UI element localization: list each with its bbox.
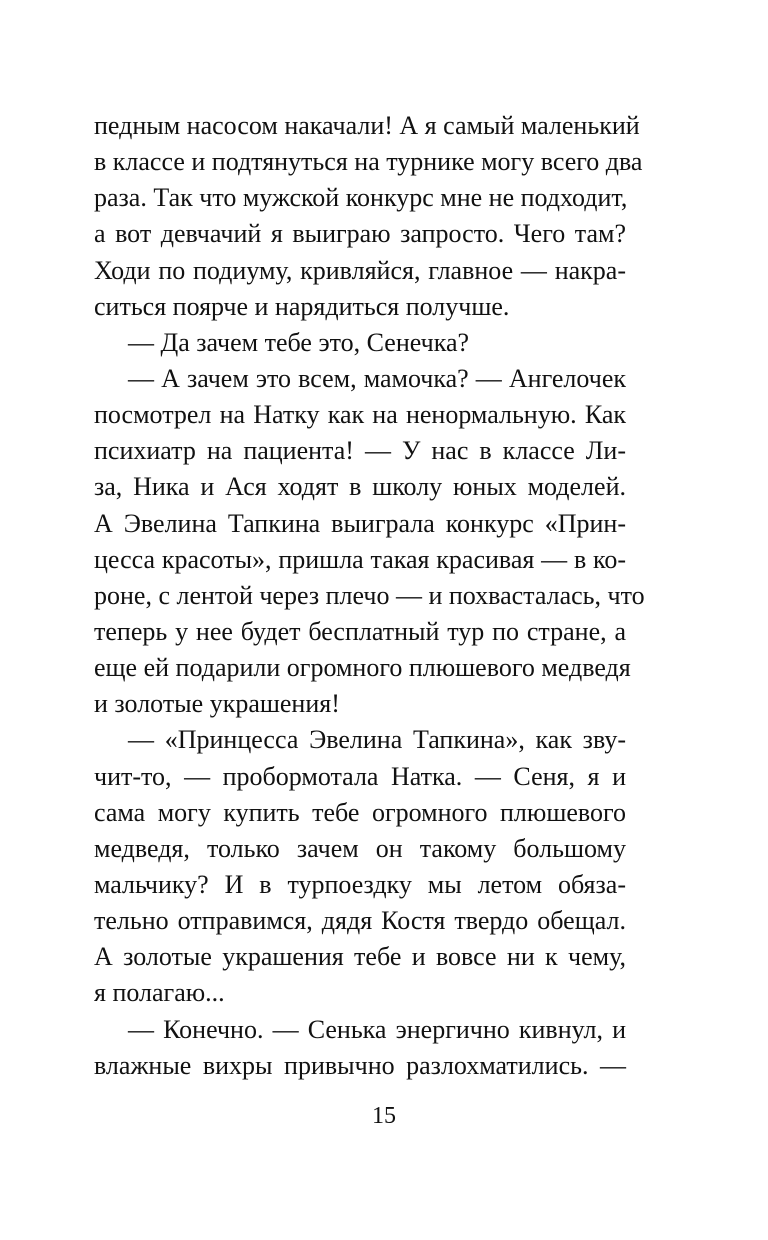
text-line: роне, с лентой через плечо — и похвасталась, что: [94, 580, 645, 610]
text-line: в классе и подтянуться на турнике могу всего два: [94, 147, 643, 177]
text-line: посмотрел на Натку как на ненормальную. Как: [94, 400, 626, 430]
text-line: сама могу купить тебе огромного плюшевого: [94, 797, 626, 827]
text-line: — Конечно. — Сенька энергично кивнул, и: [128, 1014, 626, 1044]
text-line: мальчику? И в турпоездку мы летом обяза-: [94, 869, 626, 899]
text-line: теперь у нее будет бесплатный тур по стране, а: [94, 616, 626, 646]
text-line: ситься поярче и нарядиться получше.: [94, 291, 510, 321]
text-line: цесса красоты», пришла такая красивая — в ко-: [94, 544, 626, 574]
text-line: и золотые украшения!: [94, 689, 340, 719]
text-line: тельно отправимся, дядя Костя твердо обещал.: [94, 906, 626, 936]
text-line: — «Принцесса Эвелина Тапкина», как зву-: [128, 725, 626, 755]
text-line: чит-то, — пробормотала Натка. — Сеня, я и: [94, 761, 626, 791]
text-line: медведя, только зачем он такому большому: [94, 833, 626, 863]
text-line: — Да зачем тебе это, Сенечка?: [128, 327, 470, 357]
text-line: я полагаю...: [94, 978, 225, 1008]
text-line: А Эвелина Тапкина выиграла конкурс «Прин-: [94, 508, 626, 538]
text-line: влажные вихры привычно разлохматились. —: [94, 1050, 626, 1080]
text-line: еще ей подарили огромного плюшевого медведя: [94, 653, 631, 683]
text-line: — А зачем это всем, мамочка? — Ангелочек: [128, 363, 626, 393]
text-line: раза. Так что мужской конкурс мне не подходит,: [94, 183, 628, 213]
text-line: А золотые украшения тебе и вовсе ни к чему,: [94, 942, 626, 972]
text-line: педным насосом накачали! А я самый маленький: [94, 111, 640, 140]
text-line: а вот девчачий я выиграю запросто. Чего там?: [94, 219, 626, 249]
text-line: за, Ника и Ася ходят в школу юных моделей.: [94, 472, 626, 502]
body-text: [94, 108, 645, 1084]
text-line: Ходи по подиуму, кривляйся, главное — накра-: [94, 255, 626, 285]
text-line: психиатр на пациента! — У нас в классе Ли-: [94, 436, 626, 466]
page-number: 15: [372, 1103, 396, 1129]
